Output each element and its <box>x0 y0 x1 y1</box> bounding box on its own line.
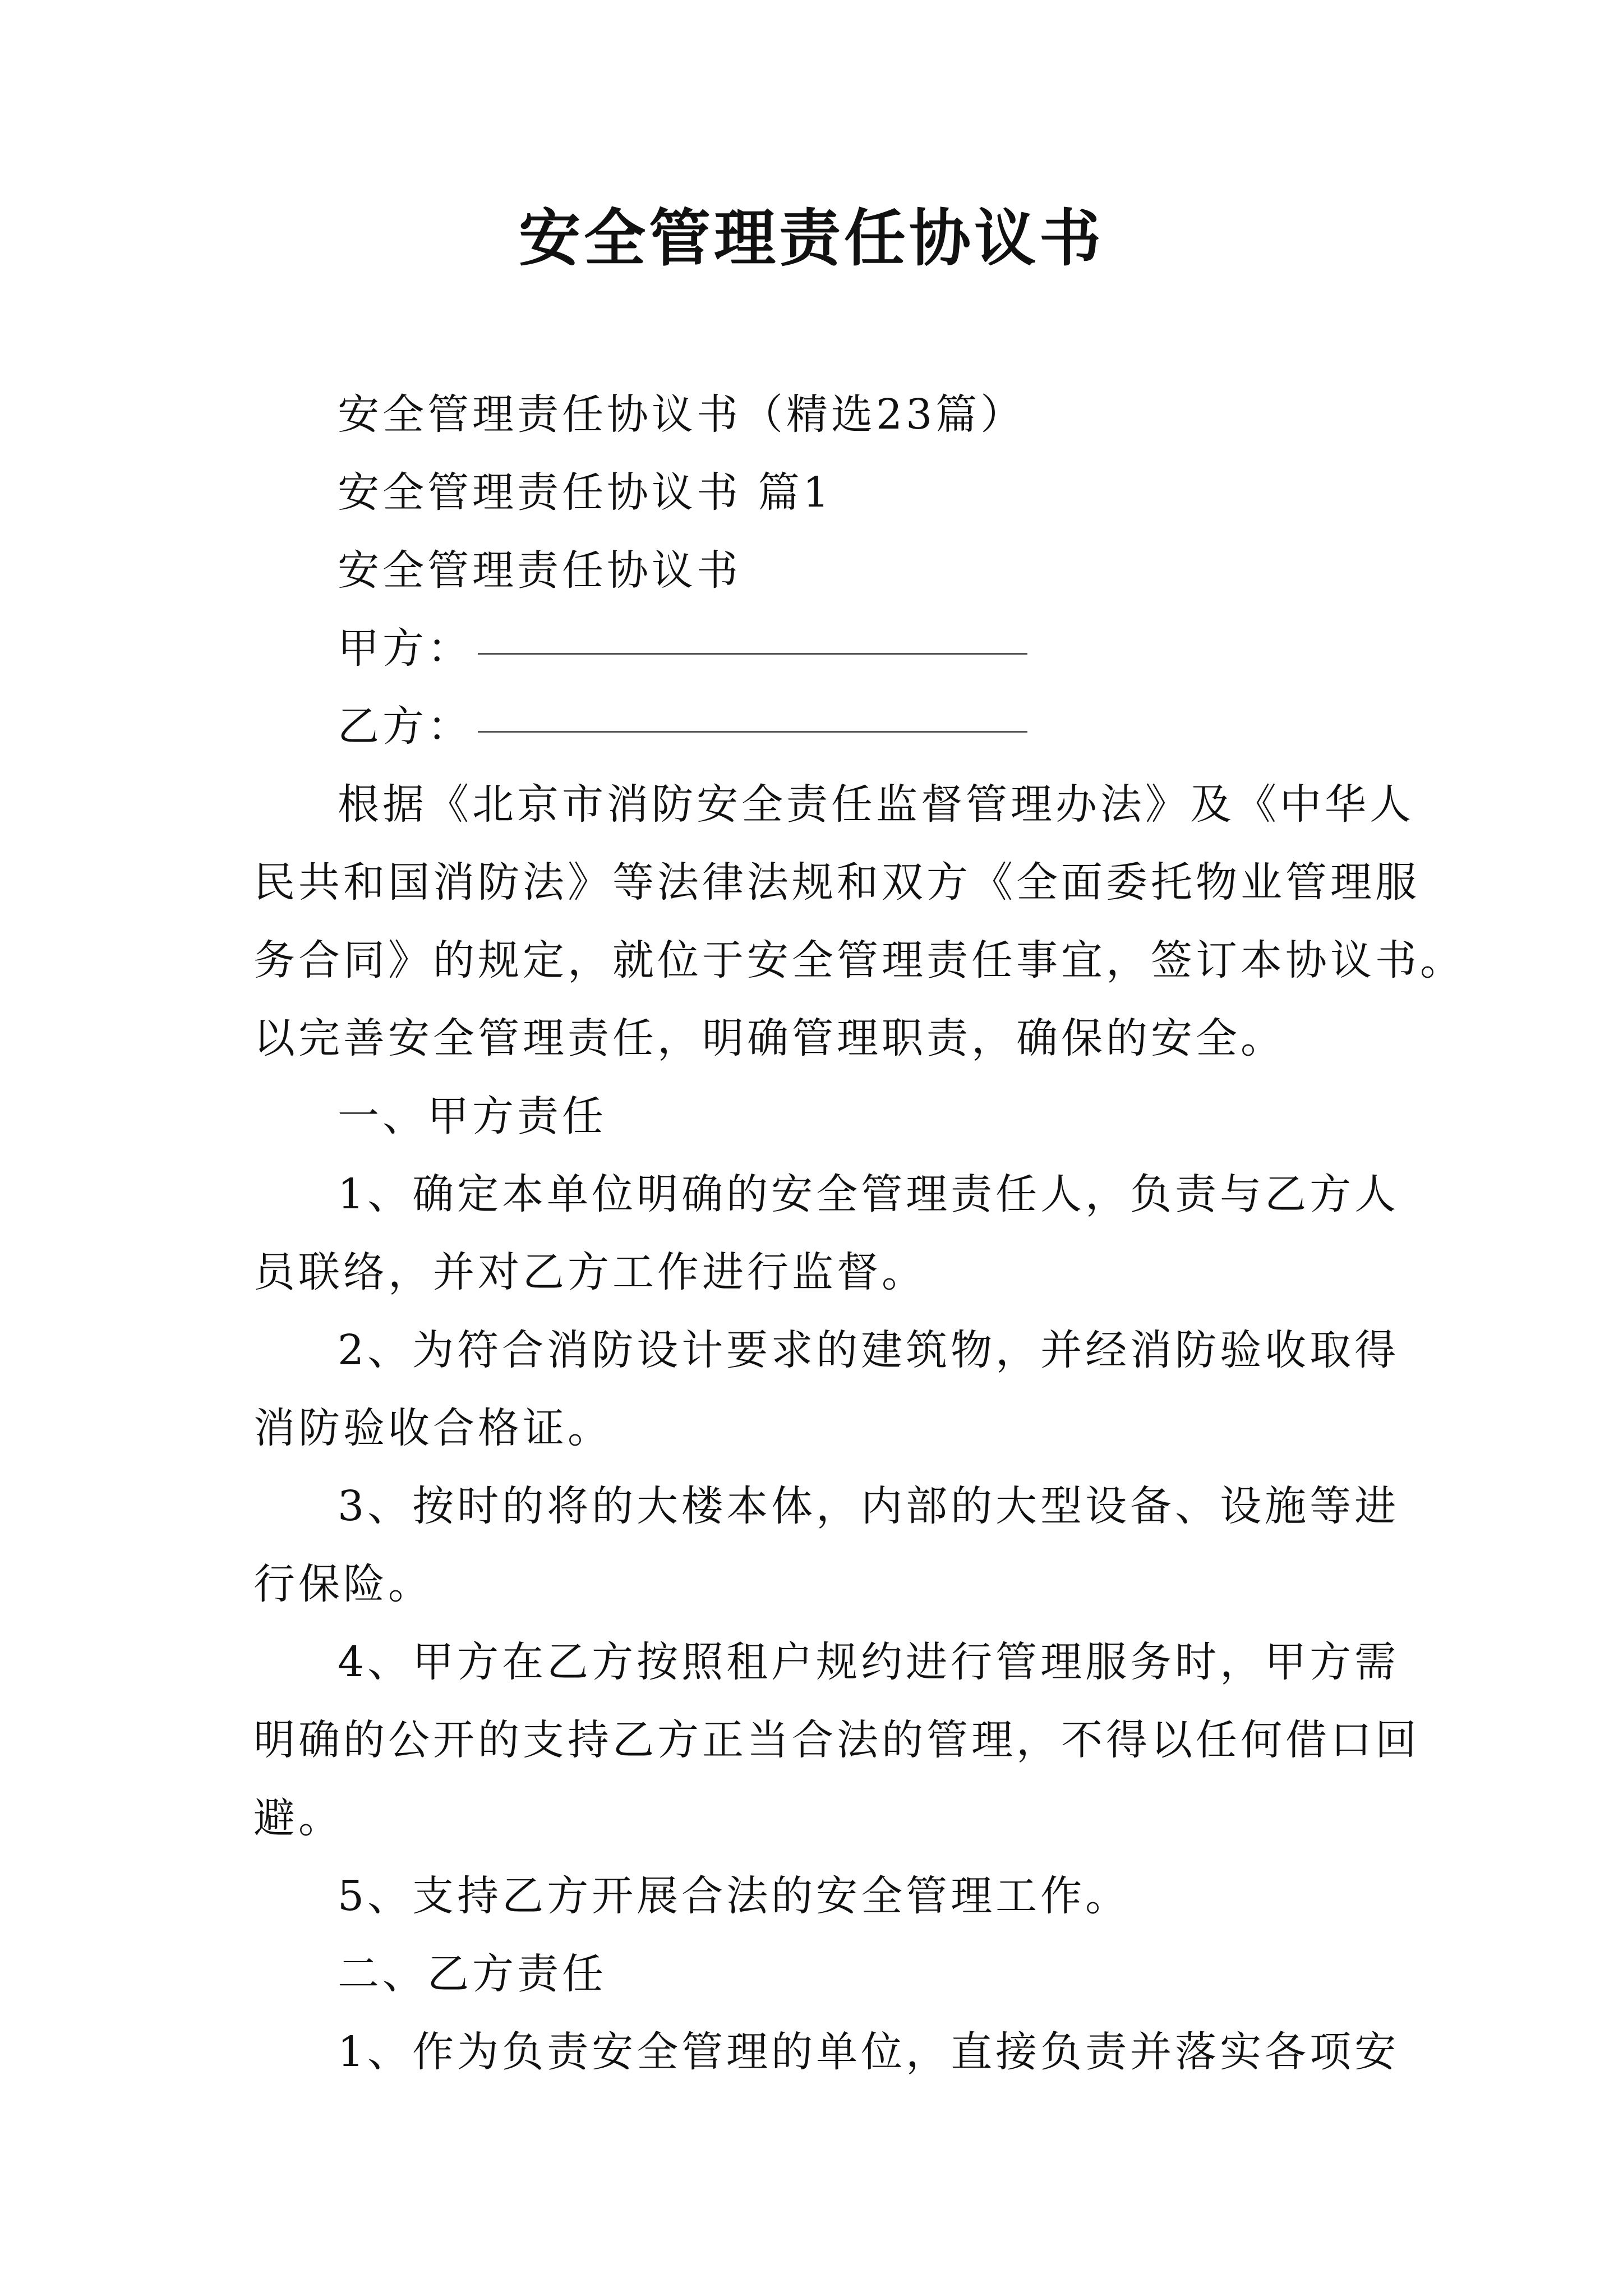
body-line: 避。 <box>253 1794 343 1842</box>
body-line: 1、作为负责安全管理的单位，直接负责并落实各项安 <box>338 2028 1400 2076</box>
body-line: 3、按时的将的大楼本体，内部的大型设备、设施等进 <box>338 1482 1400 1530</box>
party-b-label: 乙方： <box>338 702 472 751</box>
body-line: 务合同》的规定，就位于安全管理责任事宜，签订本协议书。 <box>253 936 1465 984</box>
party-b-line <box>253 688 1385 766</box>
agreement-heading: 安全管理责任协议书 <box>338 546 741 595</box>
section-heading: 安全管理责任协议书 篇1 <box>338 468 833 517</box>
body-line: 行保险。 <box>253 1560 433 1608</box>
subtitle-line: 安全管理责任协议书（精选23篇） <box>338 390 1026 439</box>
section-heading-party-b: 二、乙方责任 <box>338 1950 607 1998</box>
party-a-label: 甲方： <box>338 624 472 673</box>
document-title: 安全管理责任协议书 <box>519 202 1104 274</box>
body-line: 民共和国消防法》等法律法规和双方《全面委托物业管理服 <box>253 858 1420 907</box>
party-a-line <box>253 610 1385 688</box>
body-line: 消防验收合格证。 <box>253 1404 612 1452</box>
party-b-blank <box>478 726 1027 733</box>
party-a-blank <box>478 648 1027 655</box>
body-line: 1、确定本单位明确的安全管理责任人，负责与乙方人 <box>338 1170 1400 1218</box>
body-line: 4、甲方在乙方按照租户规约进行管理服务时，甲方需 <box>338 1638 1400 1686</box>
body-line: 根据《北京市消防安全责任监督管理办法》及《中华人 <box>338 780 1414 829</box>
body-line: 5、支持乙方开展合法的安全管理工作。 <box>338 1872 1131 1920</box>
body-line: 2、为符合消防设计要求的建筑物，并经消防验收取得 <box>338 1326 1400 1374</box>
body-line: 明确的公开的支持乙方正当合法的管理，不得以任何借口回 <box>253 1716 1420 1764</box>
section-heading-party-a: 一、甲方责任 <box>338 1092 607 1140</box>
body-line: 以完善安全管理责任，明确管理职责，确保的安全。 <box>253 1014 1285 1062</box>
body-line: 员联络，并对乙方工作进行监督。 <box>253 1248 926 1296</box>
